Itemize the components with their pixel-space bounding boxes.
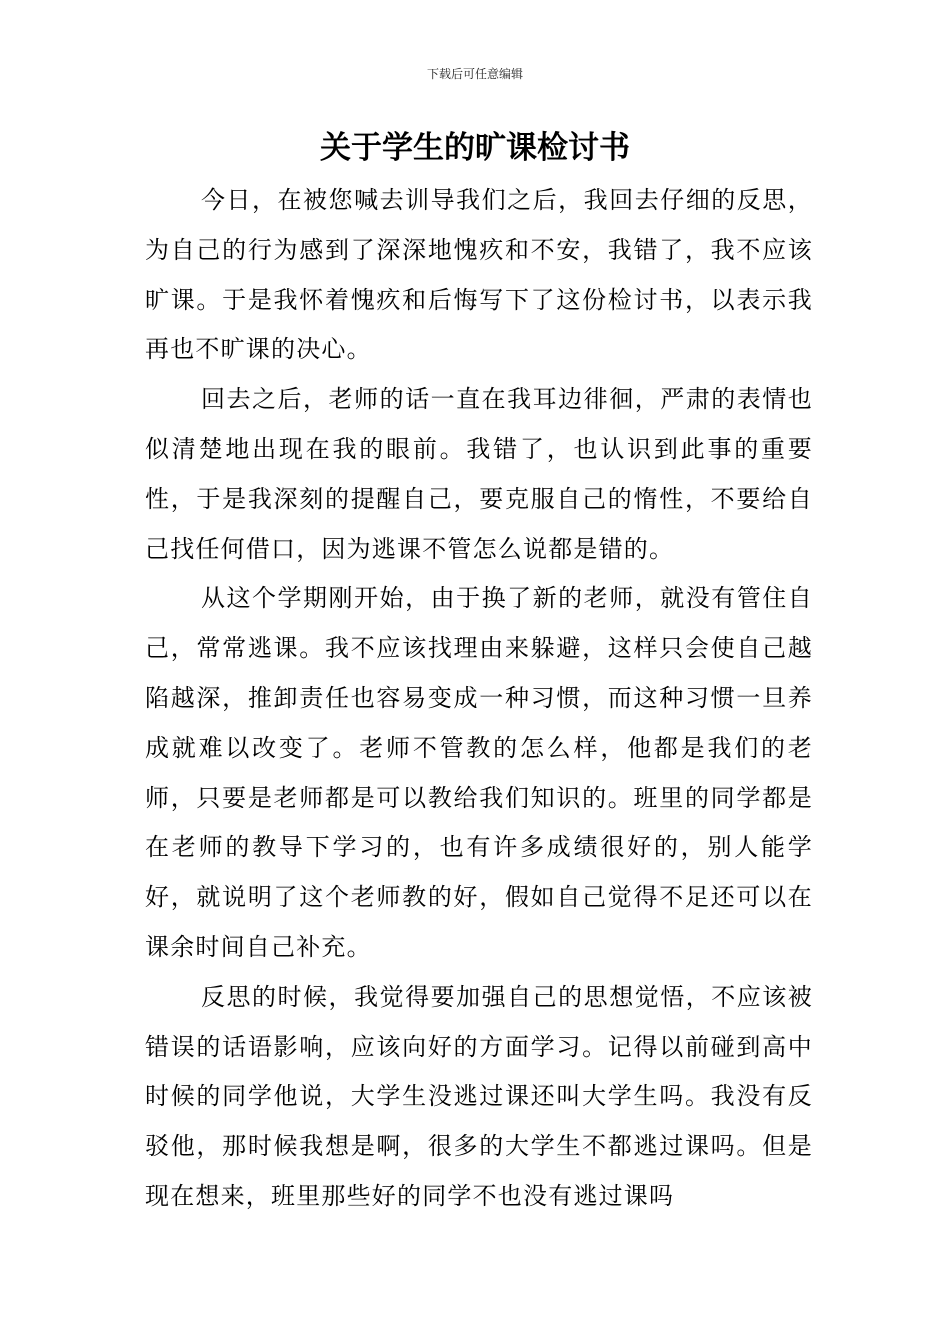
paragraph: 从这个学期刚开始，由于换了新的老师，就没有管住自己，常常逃课。我不应该找理由来躲避，这样只会使自己越陷越深，推卸责任也容易变成一种习惯，而这种习惯一旦养成就难以改变了。老师不管教的怎么样，他都是我们的老师，只要是老师都是可以教给我们知识的。班里的同学都是在老师的教导下学习的，也有许多成绩很好的，别人能学好，就说明了这个老师教的好，假如自己觉得不足还可以在课余时间自己补充。 bbox=[145, 584, 813, 961]
paragraph: 今日，在被您喊去训导我们之后，我回去仔细的反思，为自己的行为感到了深深地愧疚和不安，我错了，我不应该旷课。于是我怀着愧疚和后悔写下了这份检讨书，以表示我再也不旷课的决心。 bbox=[145, 186, 813, 364]
paragraph: 回去之后，老师的话一直在我耳边徘徊，严肃的表情也似清楚地出现在我的眼前。我错了，也认识到此事的重要性，于是我深刻的提醒自己，要克服自己的惰性，不要给自己找任何借口，因为逃课不管怎么说都是错的。 bbox=[145, 385, 813, 563]
paragraph: 反思的时候，我觉得要加强自己的思想觉悟，不应该被错误的话语影响，应该向好的方面学习。记得以前碰到高中时候的同学他说，大学生没逃过课还叫大学生吗。我没有反驳他，那时候我想是啊，很多的大学生不都逃过课吗。但是现在想来，班里那些好的同学不也没有逃过课吗 bbox=[145, 982, 813, 1210]
document-title: 关于学生的旷课检讨书 bbox=[320, 130, 630, 166]
header-note: 下载后可任意编辑 bbox=[426, 67, 523, 81]
document-body bbox=[145, 176, 813, 1222]
